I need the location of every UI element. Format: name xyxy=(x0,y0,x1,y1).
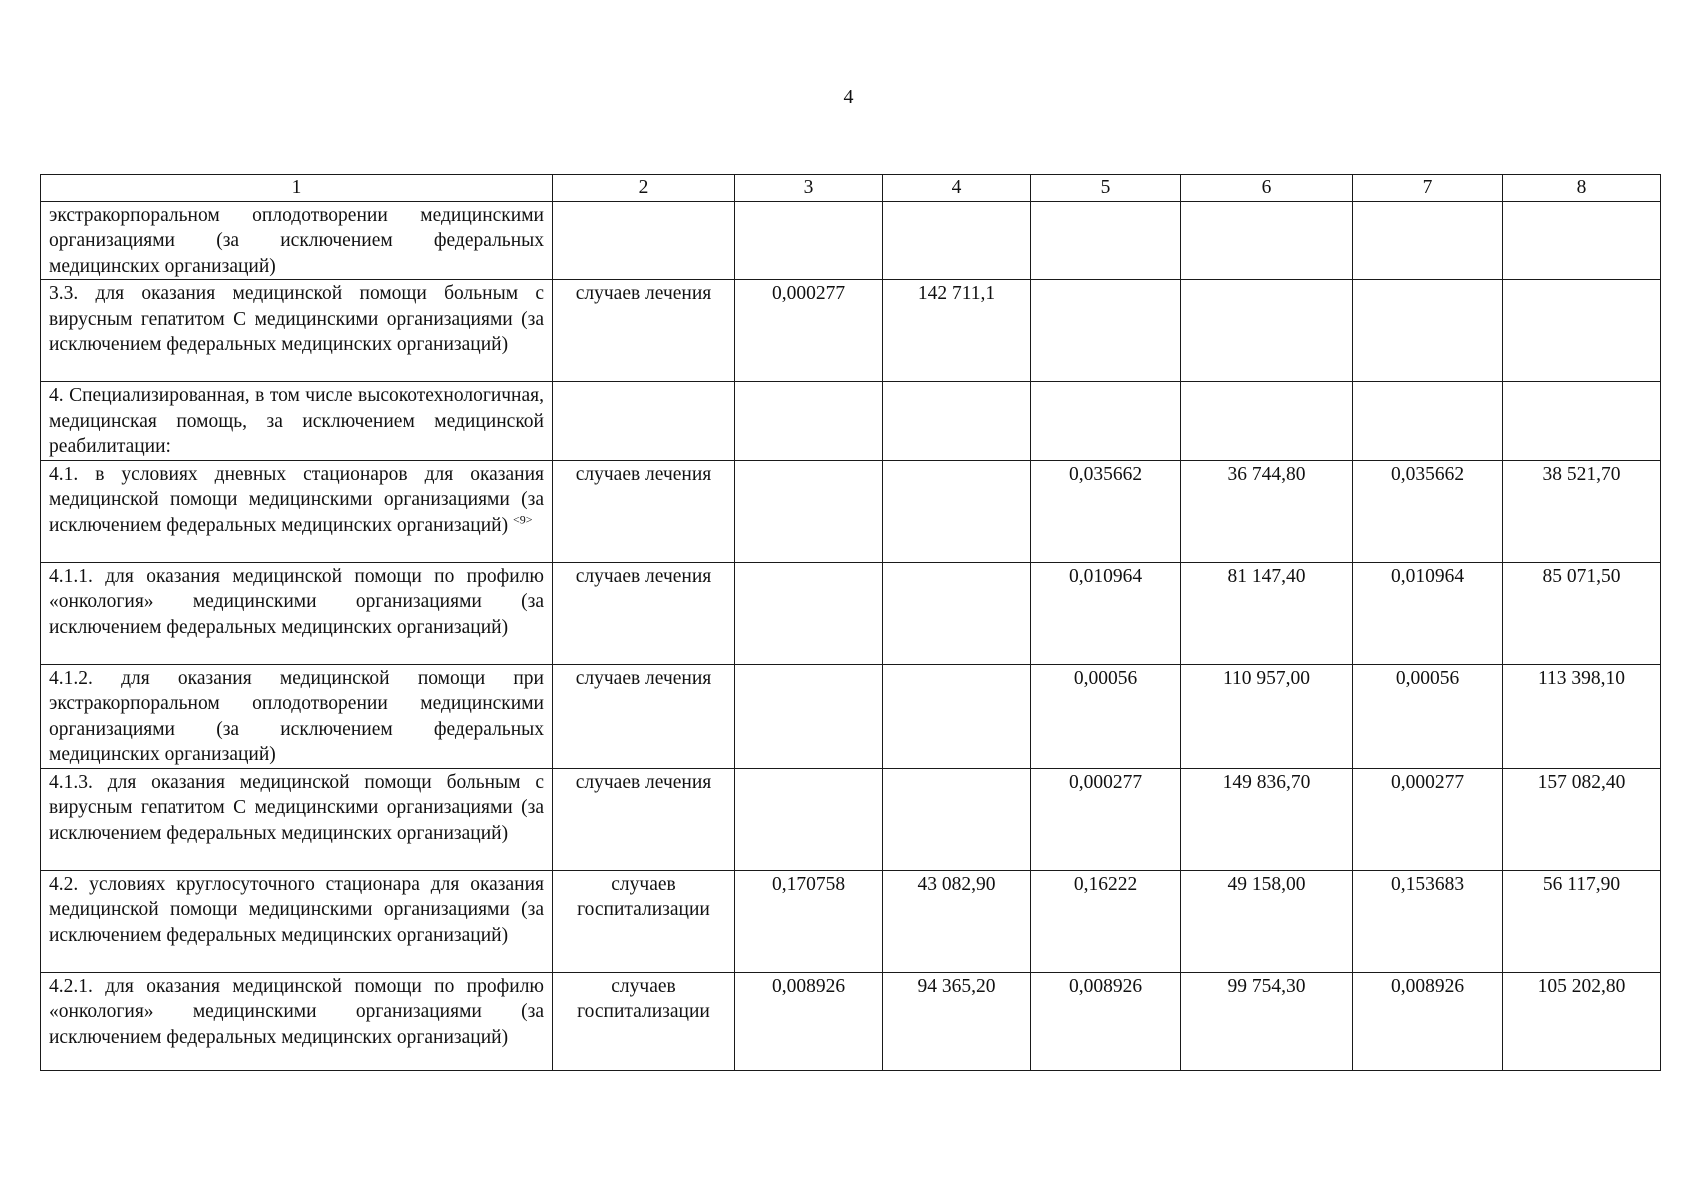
row-value-c8: 105 202,80 xyxy=(1503,972,1661,1070)
row-value-c4: 43 082,90 xyxy=(883,870,1031,972)
row-unit: случаев лечения xyxy=(553,562,735,664)
row-value-c5: 0,010964 xyxy=(1031,562,1181,664)
row-value-c6: 99 754,30 xyxy=(1181,972,1353,1070)
row-description-text: 4. Специализированная, в том числе высокотехнологичная, медицинская помощь, за исключением медицинской реабилитации: xyxy=(49,385,544,457)
row-value-c8: 85 071,50 xyxy=(1503,562,1661,664)
row-description-text: 4.1.2. для оказания медицинской помощи при экстракорпоральном оплодотворении медицинскими организациями (за исключением федеральных медицинских организаций) xyxy=(49,667,544,765)
row-value-c7: 0,010964 xyxy=(1353,562,1503,664)
row-value-c6 xyxy=(1181,201,1353,280)
row-value-c6 xyxy=(1181,382,1353,461)
row-description-text: 4.1.3. для оказания медицинской помощи больным с вирусным гепатитом С медицинскими организациями (за исключением федеральных медицинских организаций) xyxy=(49,771,544,844)
row-value-c8: 56 117,90 xyxy=(1503,870,1661,972)
row-value-c3 xyxy=(735,460,883,562)
row-value-c6: 110 957,00 xyxy=(1181,664,1353,768)
row-description xyxy=(41,382,553,461)
row-value-c6: 81 147,40 xyxy=(1181,562,1353,664)
table-row xyxy=(41,870,1661,972)
column-header: 8 xyxy=(1503,175,1661,202)
row-value-c3 xyxy=(735,201,883,280)
row-value-c7 xyxy=(1353,280,1503,382)
row-value-c3 xyxy=(735,664,883,768)
row-value-c5 xyxy=(1031,201,1181,280)
row-description-text: 4.1. в условиях дневных стационаров для оказания медицинской помощи медицинскими организациями (за исключением федеральных медицинских организаций) xyxy=(49,463,544,536)
row-value-c8: 38 521,70 xyxy=(1503,460,1661,562)
row-value-c3 xyxy=(735,382,883,461)
row-description-text: экстракорпоральном оплодотворении медицинскими организациями (за исключением федеральных медицинских организаций) xyxy=(49,204,544,277)
footnote-ref: <9> xyxy=(512,512,533,526)
row-value-c3: 0,000277 xyxy=(735,280,883,382)
row-value-c7: 0,00056 xyxy=(1353,664,1503,768)
row-description xyxy=(41,972,553,1070)
row-value-c7 xyxy=(1353,201,1503,280)
row-description-text: 4.1.1. для оказания медицинской помощи по профилю «онкология» медицинскими организациями (за исключением федеральных медицинских организаций) xyxy=(49,565,544,638)
table-row xyxy=(41,280,1661,382)
row-value-c4: 142 711,1 xyxy=(883,280,1031,382)
row-value-c6: 36 744,80 xyxy=(1181,460,1353,562)
row-value-c6 xyxy=(1181,280,1353,382)
row-value-c5 xyxy=(1031,382,1181,461)
row-value-c3: 0,170758 xyxy=(735,870,883,972)
row-value-c3: 0,008926 xyxy=(735,972,883,1070)
column-header: 3 xyxy=(735,175,883,202)
column-header: 1 xyxy=(41,175,553,202)
table-row xyxy=(41,972,1661,1070)
row-value-c7 xyxy=(1353,382,1503,461)
data-table xyxy=(40,174,1661,1071)
row-value-c7: 0,153683 xyxy=(1353,870,1503,972)
row-value-c4 xyxy=(883,382,1031,461)
row-description xyxy=(41,664,553,768)
column-header: 7 xyxy=(1353,175,1503,202)
row-value-c8: 157 082,40 xyxy=(1503,768,1661,870)
row-unit: случаев госпитализации xyxy=(553,870,735,972)
row-value-c7: 0,008926 xyxy=(1353,972,1503,1070)
table-row xyxy=(41,664,1661,768)
column-header: 2 xyxy=(553,175,735,202)
table-row xyxy=(41,768,1661,870)
row-unit xyxy=(553,382,735,461)
column-header: 5 xyxy=(1031,175,1181,202)
row-value-c3 xyxy=(735,768,883,870)
row-value-c7: 0,000277 xyxy=(1353,768,1503,870)
table-row xyxy=(41,562,1661,664)
row-description-text: 4.2.1. для оказания медицинской помощи по профилю «онкология» медицинскими организациями (за исключением федеральных медицинских организаций) xyxy=(49,975,544,1048)
row-value-c6: 149 836,70 xyxy=(1181,768,1353,870)
column-header: 6 xyxy=(1181,175,1353,202)
table-row xyxy=(41,460,1661,562)
row-value-c5 xyxy=(1031,280,1181,382)
row-unit: случаев госпитализации xyxy=(553,972,735,1070)
row-value-c4 xyxy=(883,562,1031,664)
row-value-c8 xyxy=(1503,201,1661,280)
row-value-c6: 49 158,00 xyxy=(1181,870,1353,972)
row-value-c8 xyxy=(1503,382,1661,461)
column-header: 4 xyxy=(883,175,1031,202)
row-value-c5: 0,000277 xyxy=(1031,768,1181,870)
row-value-c5: 0,16222 xyxy=(1031,870,1181,972)
row-description xyxy=(41,460,553,562)
row-unit: случаев лечения xyxy=(553,460,735,562)
row-description-text: 4.2. условиях круглосуточного стационара для оказания медицинской помощи медицинскими организациями (за исключением федеральных медицинских организаций) xyxy=(49,873,544,946)
row-unit: случаев лечения xyxy=(553,768,735,870)
row-value-c5: 0,00056 xyxy=(1031,664,1181,768)
row-unit: случаев лечения xyxy=(553,664,735,768)
row-value-c5: 0,008926 xyxy=(1031,972,1181,1070)
row-value-c7: 0,035662 xyxy=(1353,460,1503,562)
row-description xyxy=(41,201,553,280)
row-value-c5: 0,035662 xyxy=(1031,460,1181,562)
row-value-c8 xyxy=(1503,280,1661,382)
row-unit: случаев лечения xyxy=(553,280,735,382)
row-description xyxy=(41,562,553,664)
row-value-c4 xyxy=(883,460,1031,562)
page-number: 4 xyxy=(843,86,854,108)
row-value-c4: 94 365,20 xyxy=(883,972,1031,1070)
row-unit xyxy=(553,201,735,280)
row-value-c4 xyxy=(883,201,1031,280)
column-header-row xyxy=(41,175,1661,202)
row-description xyxy=(41,870,553,972)
table-row xyxy=(41,201,1661,280)
row-description xyxy=(41,768,553,870)
row-value-c3 xyxy=(735,562,883,664)
row-value-c8: 113 398,10 xyxy=(1503,664,1661,768)
table-row xyxy=(41,382,1661,461)
row-value-c4 xyxy=(883,768,1031,870)
row-description-text: 3.3. для оказания медицинской помощи больным с вирусным гепатитом С медицинскими организациями (за исключением федеральных медицинских организаций) xyxy=(49,283,544,355)
row-value-c4 xyxy=(883,664,1031,768)
row-description xyxy=(41,280,553,382)
